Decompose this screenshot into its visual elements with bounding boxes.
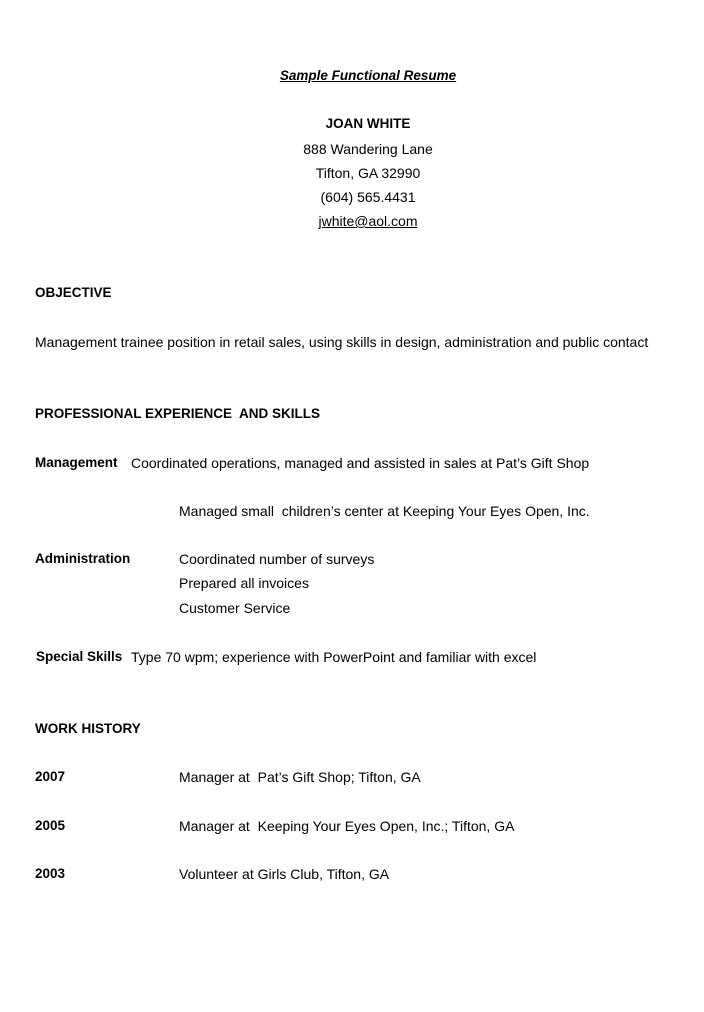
administration-item-1: Coordinated number of surveys [179,551,375,567]
administration-label: Administration [35,551,131,566]
management-item-2: Managed small children’s center at Keeping Your Eyes Open, Inc. [179,503,590,519]
objective-text: Management trainee position in retail sales, using skills in design, administration and public contact [35,334,649,350]
work-entry: Manager at Keeping Your Eyes Open, Inc.; Tifton, GA [179,818,515,834]
address-line-1: 888 Wandering Lane [303,141,433,157]
management-item-1: Coordinated operations, managed and assisted in sales at Pat’s Gift Shop [131,455,590,471]
work-history-heading: WORK HISTORY [35,721,141,736]
special-skills-text: Type 70 wpm; experience with PowerPoint and familiar with excel [131,649,537,665]
address-line-2: Tifton, GA 32990 [315,165,421,181]
management-label: Management [35,455,118,470]
document-title: Sample Functional Resume [279,68,457,83]
email-row [0,212,704,230]
work-year: 2003 [35,866,66,881]
work-year: 2005 [35,818,66,833]
candidate-name: JOAN WHITE [325,116,411,131]
phone-number: (604) 565.4431 [320,189,416,205]
email-link[interactable]: jwhite@aol.com [318,213,418,229]
work-entry: Manager at Pat’s Gift Shop; Tifton, GA [179,769,421,785]
work-entry: Volunteer at Girls Club, Tifton, GA [179,866,390,882]
administration-item-3: Customer Service [179,600,291,616]
experience-heading: PROFESSIONAL EXPERIENCE AND SKILLS [35,406,321,421]
objective-heading: OBJECTIVE [35,285,112,300]
special-skills-label: Special Skills [36,649,123,664]
administration-item-2: Prepared all invoices [179,575,309,591]
work-year: 2007 [35,769,66,784]
